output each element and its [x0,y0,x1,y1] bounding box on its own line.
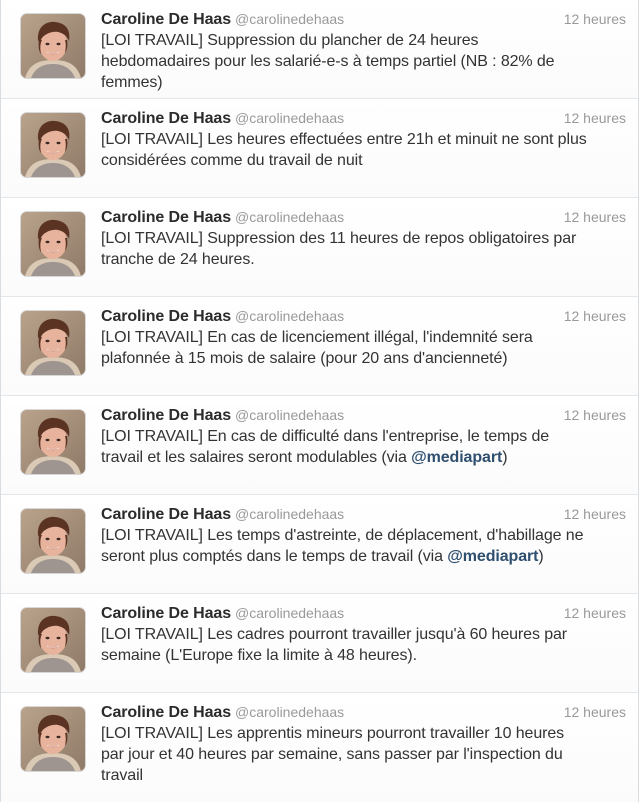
tweet-timestamp[interactable]: 12 heures [563,209,626,225]
tweet-text-line-with-mention [101,447,626,468]
avatar[interactable] [21,509,85,573]
tweet-item[interactable] [1,693,638,802]
author-handle[interactable]: @carolinedehaas [235,308,345,324]
tweet-text-line: [LOI TRAVAIL] Les cadres pourront travailler jusqu'à 60 heures par [101,626,568,643]
tweet-text-line: hebdomadaires pour les salarié-e-s à temps partiel (NB : 82% de [101,53,555,70]
author-name[interactable]: Caroline De Haas [101,605,232,622]
tweet-text-line: [LOI TRAVAIL] Suppression des 11 heures de repos obligatoires par [101,230,577,247]
author-name[interactable]: Caroline De Haas [101,506,232,523]
author-handle[interactable]: @carolinedehaas [235,605,345,621]
tweet-header [101,206,626,228]
tweet-text-line: tranche de 24 heures. [101,251,255,268]
tweet-text [101,723,626,786]
tweet-text-line: femmes) [101,74,163,91]
tweet-header [101,107,626,129]
tweet-timestamp[interactable]: 12 heures [563,407,626,423]
tweet-text [101,129,626,171]
tweet-content [101,503,626,567]
author-handle[interactable]: @carolinedehaas [235,11,345,27]
author-name[interactable]: Caroline De Haas [101,308,232,325]
tweet-text-line: [LOI TRAVAIL] Les temps d'astreinte, de déplacement, d'habillage ne [101,527,584,544]
tweet-header [101,404,626,426]
tweet-item[interactable] [1,495,638,594]
tweet-timestamp[interactable]: 12 heures [563,11,626,27]
tweet-text-line: considérées comme du travail de nuit [101,152,363,169]
tweet-item[interactable] [1,0,638,99]
tweet-text-fragment: seront plus comptés dans le temps de travail (via [101,548,448,565]
tweet-text-line: [LOI TRAVAIL] Suppression du plancher de 24 heures [101,32,479,49]
tweet-text-line: par jour et 40 heures par semaine, sans passer par l'inspection du [101,746,563,763]
tweet-text-line: [LOI TRAVAIL] Les heures effectuées entre 21h et minuit ne sont plus [101,131,587,148]
tweet-text-line: semaine (L'Europe fixe la limite à 48 heures). [101,647,417,664]
tweet-text [101,426,626,468]
tweet-text-line: [LOI TRAVAIL] En cas de licenciement illégal, l'indemnité sera [101,329,533,346]
tweet-content [101,8,626,93]
author-name[interactable]: Caroline De Haas [101,407,232,424]
author-handle[interactable]: @carolinedehaas [235,704,345,720]
tweet-timestamp[interactable]: 12 heures [563,704,626,720]
avatar[interactable] [21,311,85,375]
tweet-timestamp[interactable]: 12 heures [563,506,626,522]
avatar[interactable] [21,14,85,78]
tweet-content [101,602,626,666]
tweet-header [101,503,626,525]
tweet-item[interactable] [1,198,638,297]
tweet-item[interactable] [1,594,638,693]
tweet-text [101,30,626,93]
author-name[interactable]: Caroline De Haas [101,110,232,127]
tweet-timestamp[interactable]: 12 heures [563,308,626,324]
tweet-text-line: [LOI TRAVAIL] En cas de difficulté dans l'entreprise, le temps de [101,428,550,445]
tweet-header [101,602,626,624]
tweet-text [101,228,626,270]
author-handle[interactable]: @carolinedehaas [235,506,345,522]
avatar[interactable] [21,113,85,177]
author-name[interactable]: Caroline De Haas [101,209,232,226]
tweet-header [101,701,626,723]
avatar[interactable] [21,608,85,672]
tweet-text-line: travail [101,767,143,784]
tweet-content [101,206,626,270]
tweet-content [101,404,626,468]
tweet-header [101,305,626,327]
tweet-text-fragment: ) [538,548,544,565]
author-name[interactable]: Caroline De Haas [101,704,232,721]
author-handle[interactable]: @carolinedehaas [235,209,345,225]
tweet-text [101,327,626,369]
tweet-timestamp[interactable]: 12 heures [563,110,626,126]
tweet-content [101,701,626,786]
author-handle[interactable]: @carolinedehaas [235,407,345,423]
tweet-content [101,107,626,171]
tweet-text-line: [LOI TRAVAIL] Les apprentis mineurs pourront travailler 10 heures [101,725,565,742]
tweet-text [101,525,626,567]
avatar[interactable] [21,707,85,771]
tweet-text-fragment: travail et les salaires seront modulables (via [101,449,412,466]
author-handle[interactable]: @carolinedehaas [235,110,345,126]
tweet-text-line: plafonnée à 15 mois de salaire (pour 20 ans d'ancienneté) [101,350,508,367]
mention-link[interactable]: @mediapart [447,548,539,565]
author-name[interactable]: Caroline De Haas [101,11,232,28]
tweet-header [101,8,626,30]
tweet-item[interactable] [1,297,638,396]
tweet-content [101,305,626,369]
tweet-text [101,624,626,666]
tweet-text-line-with-mention [101,546,626,567]
tweet-item[interactable] [1,99,638,198]
tweet-item[interactable] [1,396,638,495]
avatar[interactable] [21,410,85,474]
tweet-text-fragment: ) [502,449,508,466]
mention-link[interactable]: @mediapart [411,449,503,466]
avatar[interactable] [21,212,85,276]
tweet-timestamp[interactable]: 12 heures [563,605,626,621]
